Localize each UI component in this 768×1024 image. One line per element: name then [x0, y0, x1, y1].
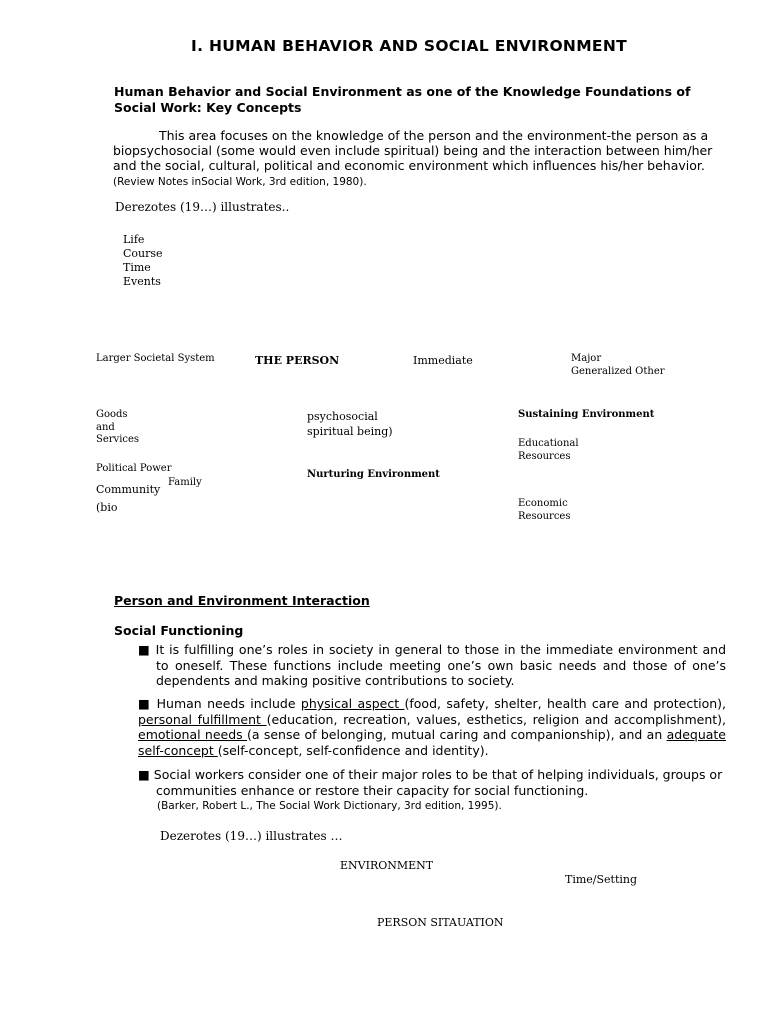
- physical-aspect-term: physical aspect: [300, 696, 405, 711]
- section-subtitle: Social Functioning: [114, 623, 244, 638]
- educational-resources-label: Educational Resources: [518, 438, 579, 462]
- barker-citation: (Barker, Robert L., The Social Work Dictionary, 3rd edition, 1995).: [157, 800, 502, 812]
- community-label: Community: [96, 483, 161, 496]
- bio-label: (bio: [96, 501, 118, 514]
- adequate-self-concept-term: adequate self-concept: [138, 727, 726, 758]
- bullet-2: ■ Human needs include physical aspect (food, safety, shelter, health care and protection), personal fulfillment (education, recreation, values, esthetics, religion and accomplishment), emotional needs (a sense of belonging, mutual caring and companionship), and an adequate self-concept (self-concept, self-confidence and identity).: [138, 696, 727, 758]
- intro-text: This area focuses on the knowledge of the person and the environment-the person as a biopsychosocial (some would even include spiritual) being and the interaction between him/her and the social, cultural, political and economic environment which influences his/her behavior.: [113, 128, 713, 173]
- intro-citation: (Review Notes inSocial Work, 3rd edition, 1980).: [113, 176, 367, 188]
- environment-label: ENVIRONMENT: [340, 859, 434, 872]
- diagram1-caption: Derezotes (19…) illustrates..: [115, 200, 290, 214]
- political-power-label: Political Power: [96, 463, 172, 474]
- nurturing-environment-label: Nurturing Environment: [307, 469, 440, 480]
- economic-resources-label: Economic Resources: [518, 498, 571, 522]
- diagram2-caption: Dezerotes (19…) illustrates …: [160, 829, 343, 843]
- bullet-3: ■ Social workers consider one of their major roles to be that of helping individuals, groups or communities enhance or restore their capacity for social functioning.: [138, 767, 723, 798]
- emotional-needs-term: emotional needs: [138, 727, 247, 742]
- bullet-mark: ■: [138, 696, 152, 711]
- document-title: I. HUMAN BEHAVIOR AND SOCIAL ENVIRONMENT: [191, 37, 627, 55]
- time-setting-label: Time/Setting: [565, 873, 638, 886]
- goods-services-label: Goods and Services: [96, 409, 140, 445]
- personal-fulfillment-term: personal fulfillment: [138, 711, 267, 727]
- intro-paragraph: [113, 128, 725, 190]
- psychosocial-label: psychosocial spiritual being): [307, 410, 393, 438]
- family-label: Family: [168, 477, 202, 488]
- sustaining-environment-label: Sustaining Environment: [518, 409, 655, 420]
- bullet-mark: ■: [138, 767, 150, 782]
- section-title: Person and Environment Interaction: [114, 593, 370, 608]
- major-generalized-other-label: Major Generalized Other: [571, 353, 665, 377]
- person-situation-label: PERSON SITAUATION: [377, 916, 504, 929]
- bullet-mark: ■: [138, 642, 151, 657]
- life-course-label: Life Course Time Events: [123, 233, 163, 288]
- the-person-label: THE PERSON: [255, 354, 340, 367]
- larger-societal-system-label: Larger Societal System: [96, 353, 215, 364]
- subheading: Human Behavior and Social Environment as one of the Knowledge Foundations of Social Work: Key Concepts: [114, 84, 691, 115]
- bullet-1: ■ It is fulfilling one’s roles in society in general to those in the immediate environment and to oneself. These functions include meeting one’s own basic needs and those of one’s dependents and making positive contributions to society.: [138, 642, 727, 688]
- immediate-label: Immediate: [413, 354, 473, 367]
